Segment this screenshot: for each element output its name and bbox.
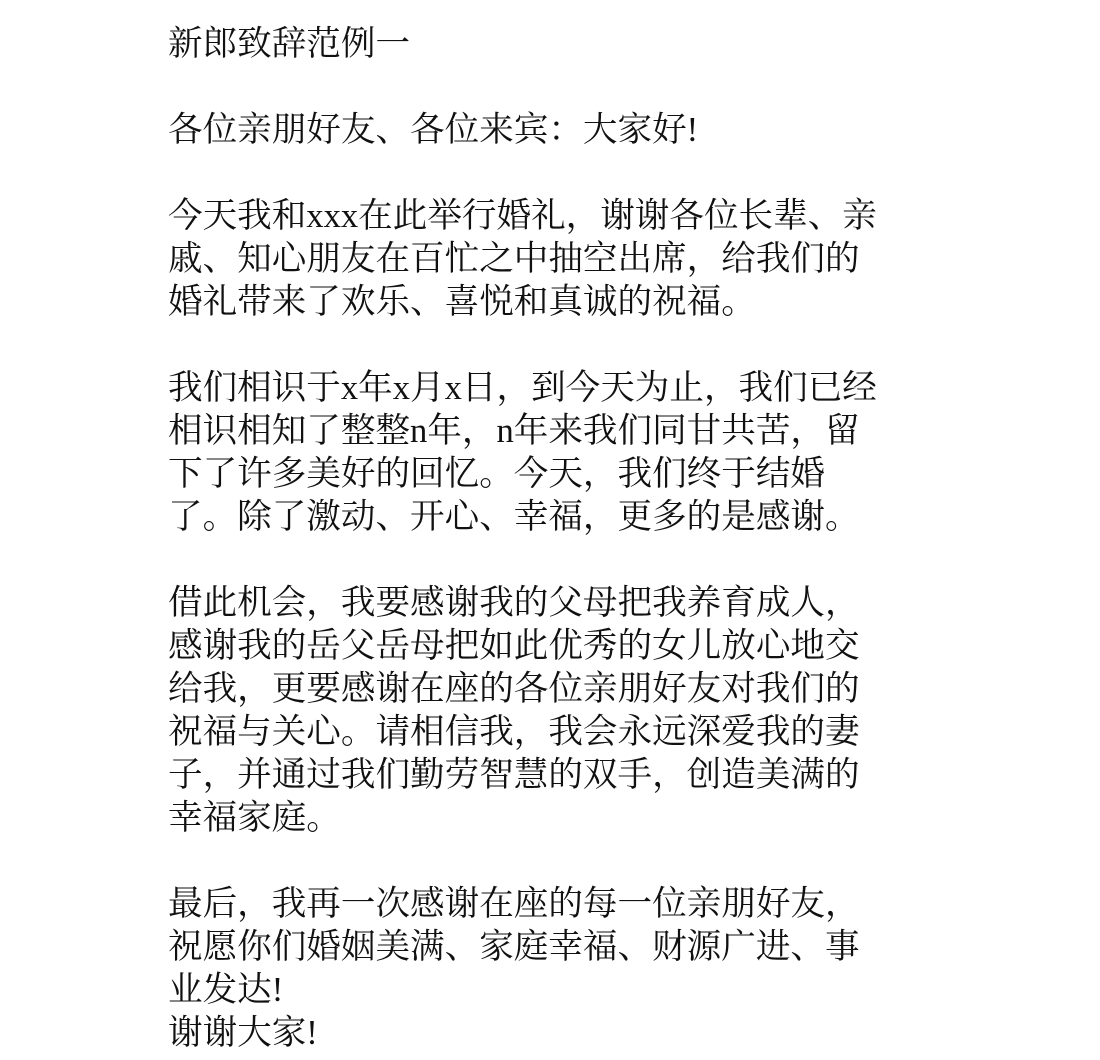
- paragraph-line: 祝福与关心。请相信我，我会永远深爱我的妻: [168, 713, 860, 751]
- document-title: [168, 23, 877, 66]
- paragraph-line: 今天我和xxx在此举行婚礼，谢谢各位长辈、亲: [168, 197, 877, 235]
- paragraph-line: 祝愿你们婚姻美满、家庭幸福、财源广进、事: [168, 928, 860, 966]
- paragraph-line: 婚礼带来了欢乐、喜悦和真诚的祝福。: [168, 283, 756, 321]
- paragraphs: [168, 109, 877, 1055]
- paragraph-line: 幸福家庭。: [168, 799, 341, 837]
- paragraph-line: 业发达!: [168, 971, 284, 1009]
- paragraph-line: 子，并通过我们勤劳智慧的双手，创造美满的: [168, 756, 860, 794]
- paragraph-line: 给我，更要感谢在座的各位亲朋好友对我们的: [168, 670, 860, 708]
- title-text: 新郎致辞范例一: [168, 25, 411, 63]
- paragraph-line: 谢谢大家!: [168, 1014, 318, 1052]
- paragraph: [168, 195, 877, 324]
- paragraph-line: 各位亲朋好友、各位来宾：大家好!: [168, 111, 699, 149]
- paragraph-line: 戚、知心朋友在百忙之中抽空出席，给我们的: [168, 240, 860, 278]
- document-body: [168, 23, 877, 1055]
- paragraph-line: 借此机会，我要感谢我的父母把我养育成人，: [168, 584, 860, 622]
- paragraph: [168, 109, 877, 152]
- paragraph: [168, 883, 877, 1055]
- paragraph-line: 最后，我再一次感谢在座的每一位亲朋好友，: [168, 885, 860, 923]
- paragraph-line: 相识相知了整整n年，n年来我们同甘共苦，留: [168, 412, 860, 450]
- paragraph-line: 下了许多美好的回忆。今天，我们终于结婚: [168, 455, 825, 493]
- paragraph-line: 感谢我的岳父岳母把如此优秀的女儿放心地交: [168, 627, 860, 665]
- paragraph: [168, 367, 877, 539]
- paragraph-line: 我们相识于x年x月x日，到今天为止，我们已经: [168, 369, 877, 407]
- paragraph: [168, 582, 877, 840]
- paragraph-line: 了。除了激动、开心、幸福，更多的是感谢。: [168, 498, 860, 536]
